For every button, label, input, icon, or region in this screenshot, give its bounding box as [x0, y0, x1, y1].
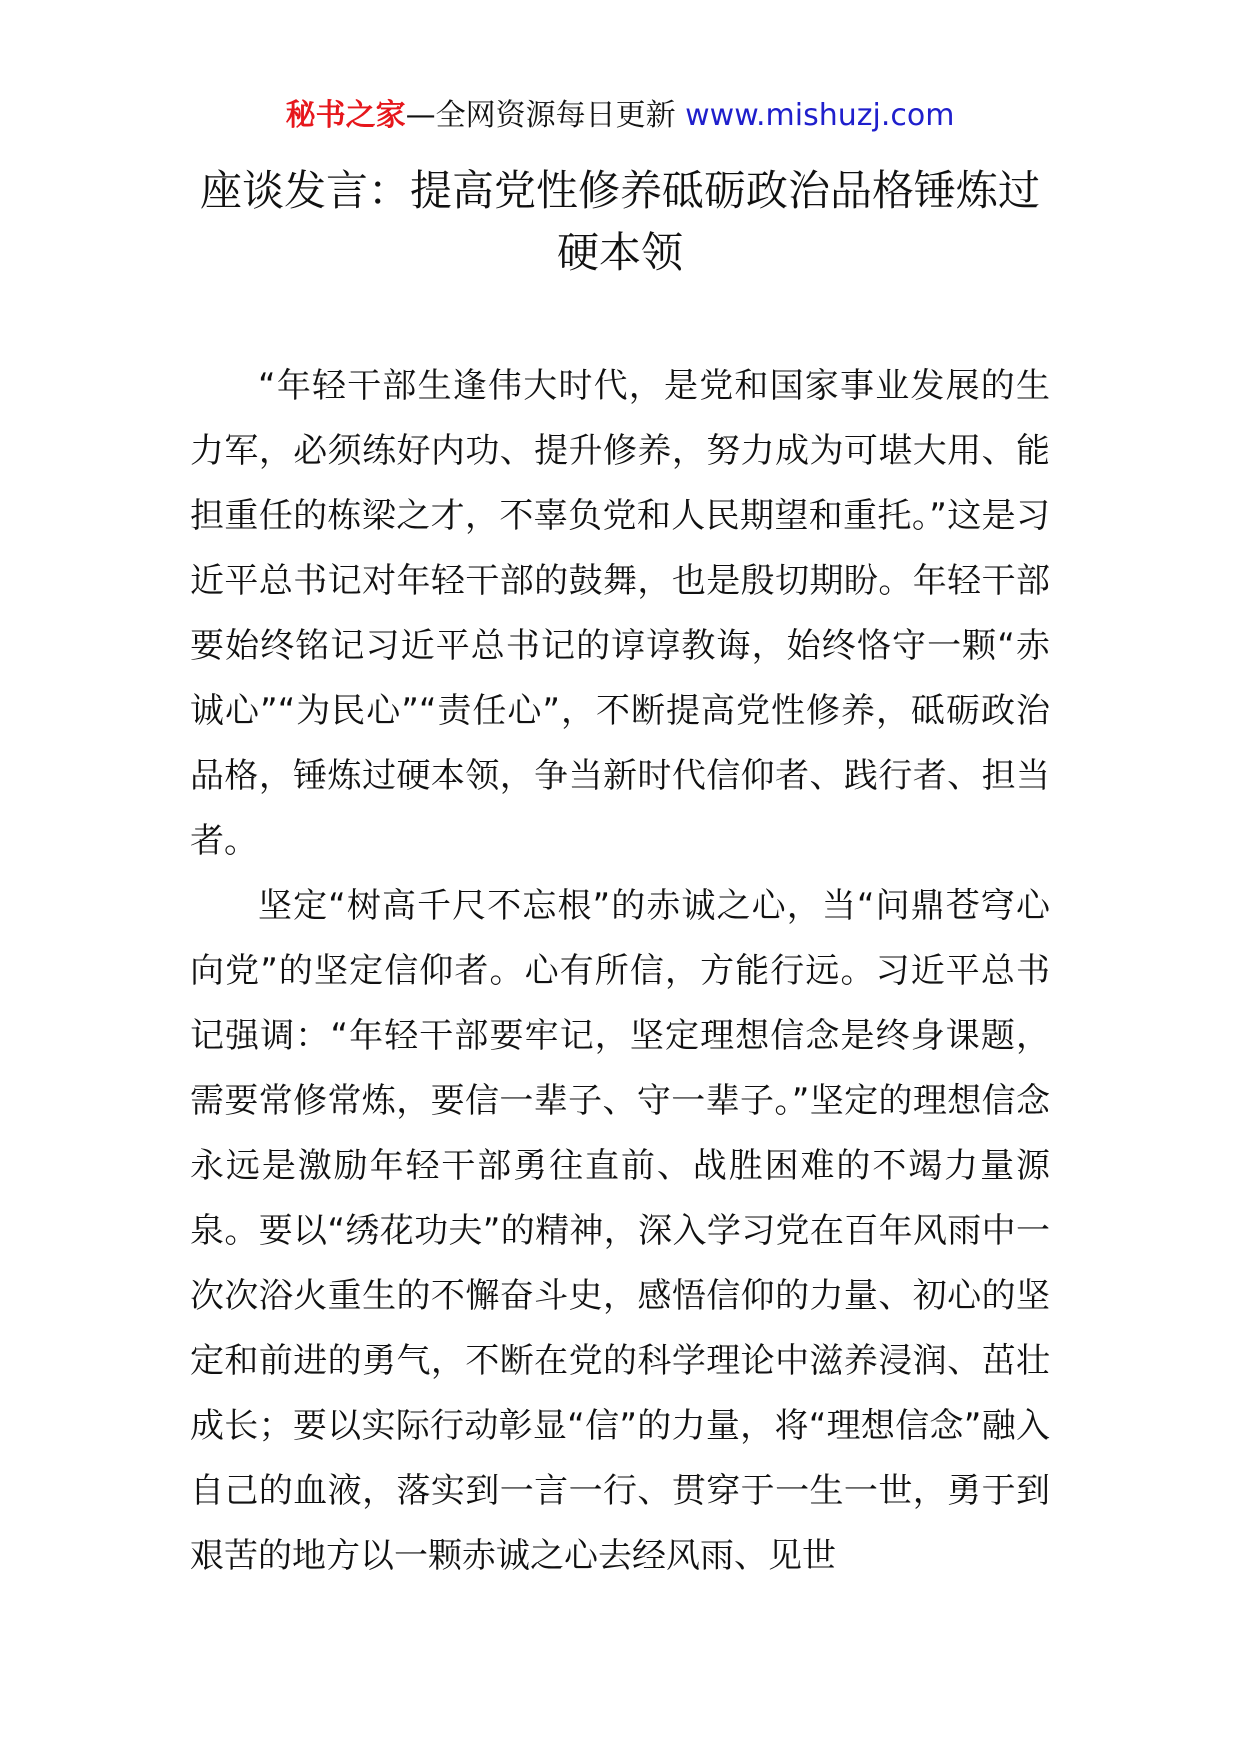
document-body — [190, 354, 1050, 1589]
body-paragraph-2: 坚定“树高千尺不忘根”的赤诚之心，当“问鼎苍穹心向党”的坚定信仰者。心有所信，方能行远。习近平总书记强调：“年轻干部要牢记，坚定理想信念是终身课题，需要常修常炼，要信一辈子、守一辈子。”坚定的理想信念永远是激励年轻干部勇往直前、战胜困难的不竭力量源泉。要以“绣花功夫”的精神，深入学习党在百年风雨中一次次浴火重生的不懈奋斗史，感悟信仰的力量、初心的坚定和前进的勇气，不断在党的科学理论中滋养浸润、茁壮成长；要以实际行动彰显“信”的力量，将“理想信念”融入自己的血液，落实到一言一行、贯穿于一生一世，勇于到艰苦的地方以一颗赤诚之心去经风雨、见世 — [190, 886, 1050, 1576]
site-slogan: —全网资源每日更新 — [405, 98, 686, 133]
site-brand: 秘书之家 — [285, 98, 406, 133]
document-title: 座谈发言：提高党性修养砥砺政治品格锤炼过硬本领 — [199, 166, 1040, 277]
body-paragraph-1: “年轻干部生逢伟大时代，是党和国家事业发展的生力军，必须练好内功、提升修养，努力成为可堪大用、能担重任的栋梁之才，不辜负党和人民期望和重托。”这是习近平总书记对年轻干部的鼓舞，也是殷切期盼。年轻干部要始终铭记习近平总书记的谆谆教诲，始终恪守一颗“赤诚心”“为民心”“责任心”，不断提高党性修养，砥砺政治品格，锤炼过硬本领，争当新时代信仰者、践行者、担当者。 — [190, 366, 1050, 861]
site-url-link[interactable]: www.mishuzj.com — [685, 98, 955, 133]
site-header — [0, 96, 1240, 136]
